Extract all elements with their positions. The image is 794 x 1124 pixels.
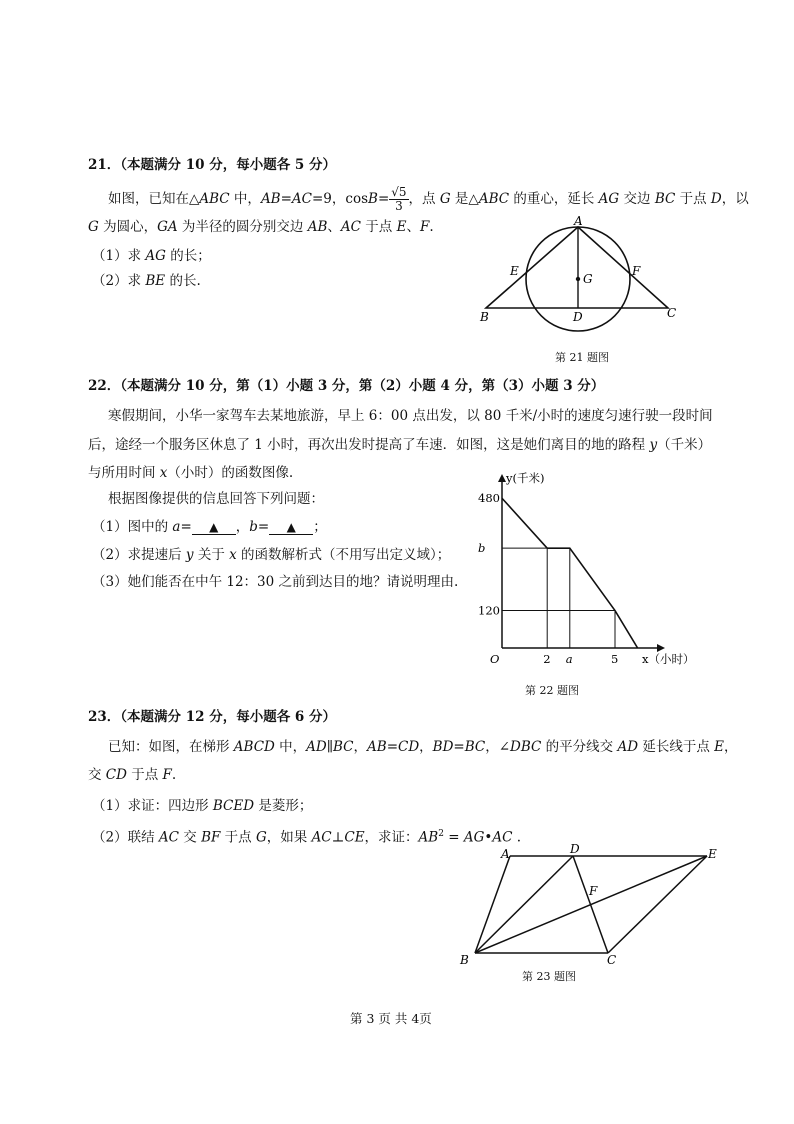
q21-heading: 21．（本题满分 10 分，每小题各 5 分） [88,157,337,173]
q22-guides [502,548,615,648]
q21-caption: 第 21 题图 [555,351,609,364]
page-footer: 第 3 页 共 4页 [350,1011,432,1026]
q22-x-tick-label: a [565,652,573,666]
answer-blank-a: ▲ [192,520,236,535]
q23-label-B: B [460,953,469,967]
q22-x-tick-label: O [490,652,500,666]
q21-label-B: B [480,310,489,324]
q21-label-D: D [573,310,583,324]
q23-label-C: C [607,953,617,967]
q23-label-A: A [501,847,510,861]
q22-text-line1: 寒假期间，小华一家驾车去某地旅游，早上 6：00 点出发，以 80 千米/小时的速度匀速行驶一段时间 [108,408,713,424]
answer-blank-b: ▲ [269,520,313,535]
q22-subquestion-3: （3）她们能否在中午 12：30 之前到达目的地？请说明理由. [92,574,459,590]
q21-point-G [576,277,580,281]
q22-y-axis-arrow [498,474,506,482]
q22-chart [470,468,700,673]
q22-x-tick-label: 2 [543,652,551,666]
q23-text-line2: 交 CD 于点 F. [88,767,177,783]
q21-subquestion-2: （2）求 BE 的长. [92,273,201,289]
q23-subquestion-2: （2）联结 AC 交 BF 于点 G，如果 AC⊥CE，求证：$AB^2$ = AG•AC . [92,829,522,846]
q23-line-EC [608,856,707,953]
q22-caption: 第 22 题图 [525,684,579,697]
q23-line-BD [475,856,573,953]
q22-text-line3: 与所用时间 x（小时）的函数图像. [88,465,294,481]
q22-y-axis-label: y(千米) [506,471,545,485]
q23-line-AB [475,856,510,953]
q23-label-E: E [708,847,717,861]
q22-subquestion-2: （2）求提速后 y 关于 x 的函数解析式（不用写出定义域）； [92,547,451,563]
q23-text-line1: 已知：如图，在梯形 ABCD 中，AD∥BC，AB=CD，BD=BC，∠DBC 的平分线交 AD 延长线于点 E， [108,739,738,755]
q21-fraction: $\frac{√5}{3}$ [391,185,407,213]
q21-label-F: F [632,264,641,278]
q21-text-line2: G 为圆心，GA 为半径的圆分别交边 AB、AC 于点 E、F. [88,219,434,235]
q22-subquestion-1: （1）图中的 a= ▲ ，b= ▲ ； [92,519,327,535]
q23-heading: 23．（本题满分 12 分，每小题各 6 分） [88,709,337,725]
q22-text-line2: 后，途经一个服务区休息了 1 小时，再次出发时提高了车速．如图，这是她们离目的地的路程 y（千米） [88,437,712,453]
q21-subquestion-1: （1）求 AG 的长； [92,248,211,264]
q23-line-BE [475,856,707,953]
q22-x-tick-label: 5 [611,652,619,666]
q23-label-D: D [570,842,580,856]
q22-y-tick-label: 480 [478,491,500,506]
q23-figure [450,840,730,970]
q22-heading: 22．（本题满分 10 分，第（1）小题 3 分，第（2）小题 4 分，第（3）小题 3 分） [88,378,605,394]
q22-y-tick-label: 120 [478,603,500,618]
q23-caption: 第 23 题图 [522,970,576,983]
q22-ticks [478,491,618,666]
q23-label-F: F [589,884,598,898]
q21-text-line1: 如图，已知在△ABC 中，AB=AC=9，cosB= $\frac{√5}{3}$ ，点 G 是△ABC 的重心，延长 AG 交边 BC 于点 D，以 [108,185,749,213]
q21-label-G: G [583,272,593,286]
q22-text-line4: 根据图像提供的信息回答下列问题： [108,491,324,507]
q21-label-A: A [574,215,583,228]
q22-x-axis-arrow [657,644,665,652]
q23-subquestion-1: （1）求证：四边形 BCED 是菱形； [92,798,313,814]
q21-label-C: C [667,306,677,320]
q21-label-E: E [510,264,519,278]
q22-x-axis-label: x（小时） [642,652,695,666]
q22-y-tick-label: b [478,541,486,556]
